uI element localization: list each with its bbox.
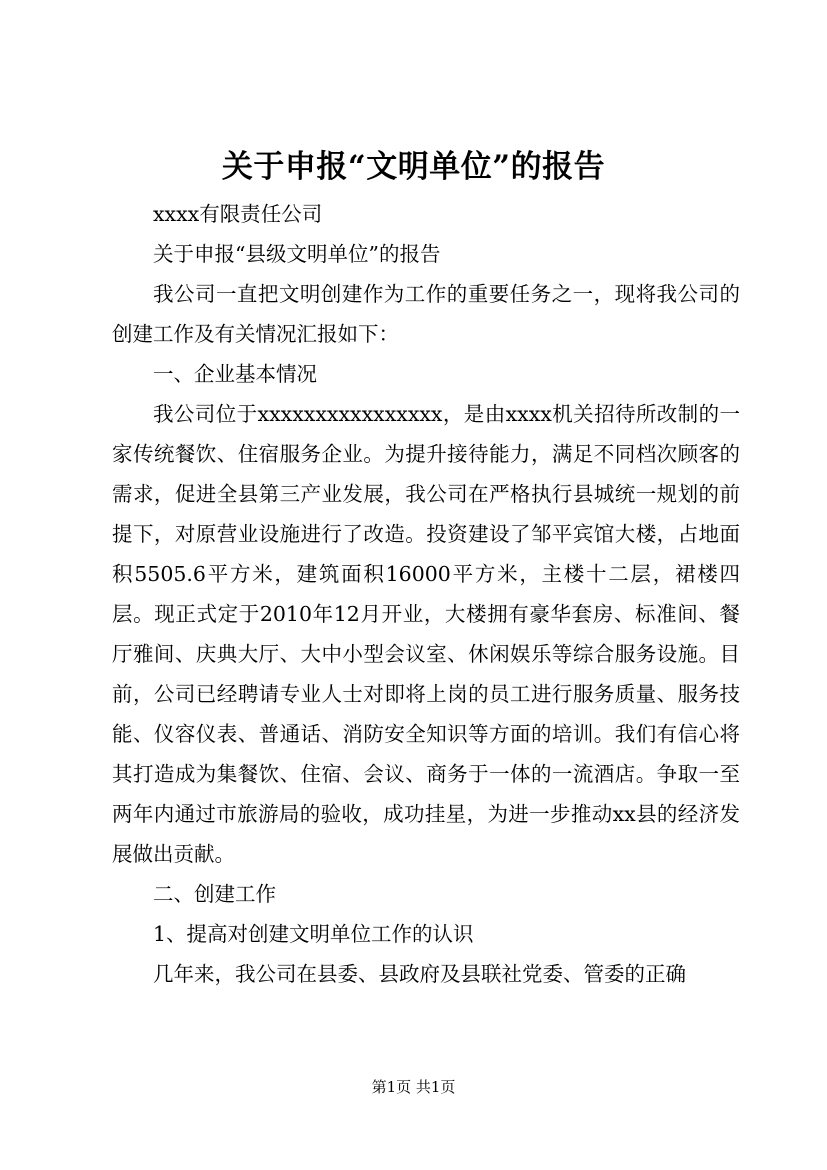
section-heading-creation-work: 二、创建工作 (153, 882, 276, 906)
document-body (112, 194, 740, 994)
subsection-heading-awareness: 1、提高对创建文明单位工作的认识 (153, 922, 474, 946)
page-number-footer: 第1页 共1页 (371, 1078, 456, 1096)
awareness-paragraph: 几年来，我公司在县委、县政府及县联社党委、管委的正确 (153, 962, 686, 986)
basic-info-paragraph: 我公司位于xxxxxxxxxxxxxxxx，是由xxxx机关招待所改制的一家传统餐饮、住宿服务企业。为提升接待能力，满足不同档次顾客的需求，促进全县第三产业发展，我公司在严格执行县城统一规划的前提下，对原营业设施进行了改造。投资建设了邹平宾馆大楼，占地面积5505.6平方米，建筑面积16000平方米，主楼十二层，裙楼四层。现正式定于2010年12月开业，大楼拥有豪华套房、标准间、餐厅雅间、庆典大厅、大中小型会议室、休闲娱乐等综合服务设施。目前，公司已经聘请专业人士对即将上岗的员工进行服务质量、服务技能、仪容仪表、普通话、消防安全知识等方面的培训。我们有信心将其打造成为集餐饮、住宿、会议、商务于一体的一流酒店。争取一至两年内通过市旅游局的验收，成功挂星，为进一步推动xx县的经济发展做出贡献。 (112, 402, 740, 866)
intro-paragraph: 我公司一直把文明创建作为工作的重要任务之一，现将我公司的创建工作及有关情况汇报如下： (112, 282, 740, 346)
section-heading-basic-info: 一、企业基本情况 (153, 362, 317, 386)
document-title: 关于申报“文明单位”的报告 (221, 149, 606, 185)
report-subtitle: 关于申报“县级文明单位”的报告 (153, 242, 441, 266)
company-name: xxxx有限责任公司 (153, 202, 323, 226)
